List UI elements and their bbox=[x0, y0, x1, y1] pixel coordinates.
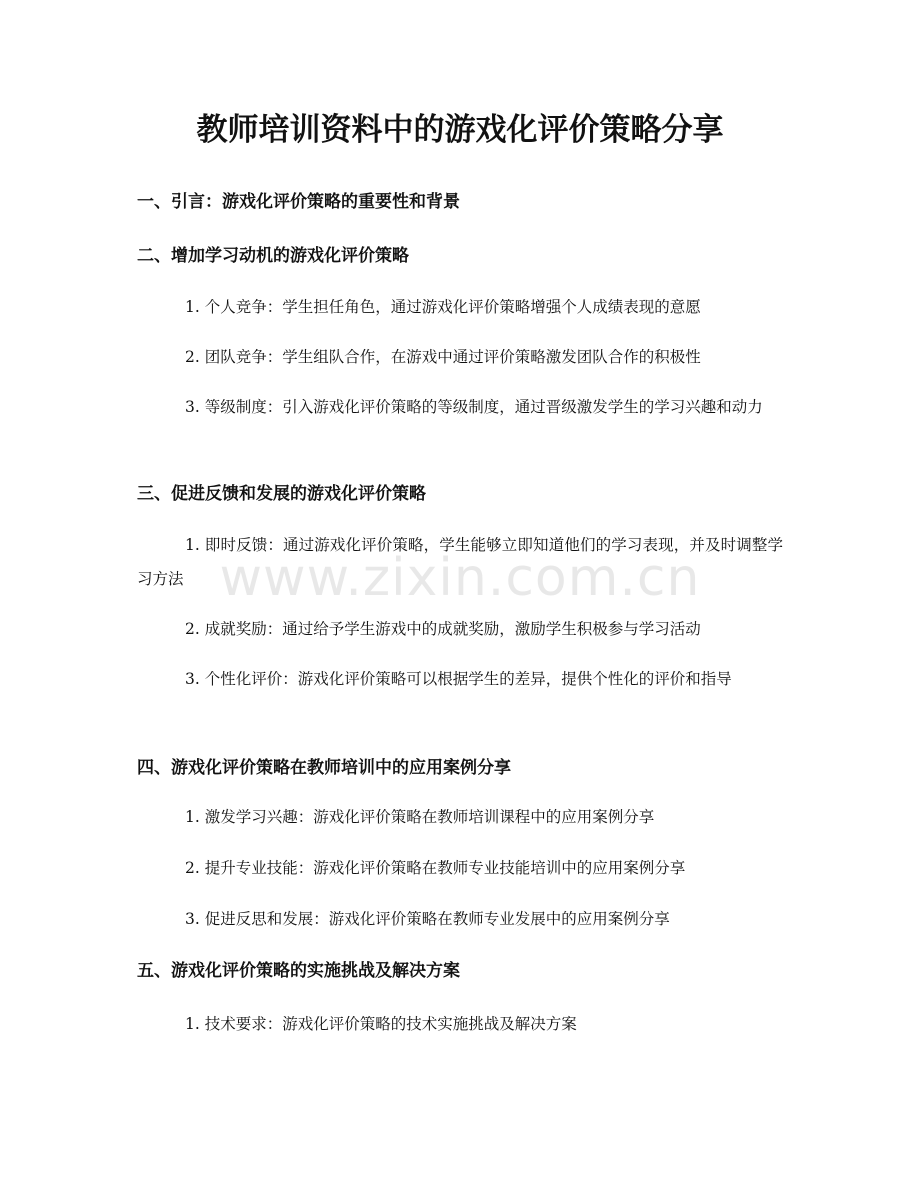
list-item: 3. 个性化评价：游戏化评价策略可以根据学生的差异，提供个性化的评价和指导 bbox=[185, 670, 732, 688]
list-item: 1. 技术要求：游戏化评价策略的技术实施挑战及解决方案 bbox=[185, 1015, 577, 1033]
list-item: 1. 个人竞争：学生担任角色，通过游戏化评价策略增强个人成绩表现的意愿 bbox=[185, 298, 701, 316]
list-item: 2. 成就奖励：通过给予学生游戏中的成就奖励，激励学生积极参与学习活动 bbox=[185, 620, 701, 638]
list-item: 2. 提升专业技能：游戏化评价策略在教师专业技能培训中的应用案例分享 bbox=[185, 859, 686, 877]
list-item: 3. 等级制度：引入游戏化评价策略的等级制度，通过晋级激发学生的学习兴趣和动力 bbox=[185, 398, 763, 416]
list-item: 1. 即时反馈：通过游戏化评价策略，学生能够立即知道他们的学习表现，并及时调整学习方法 bbox=[137, 536, 783, 588]
list-item: 2. 团队竞争：学生组队合作，在游戏中通过评价策略激发团队合作的积极性 bbox=[185, 348, 701, 366]
watermark: www.zixin.com.cn bbox=[219, 548, 701, 608]
section-heading-1: 一、引言：游戏化评价策略的重要性和背景 bbox=[137, 192, 460, 212]
section-heading-2: 二、增加学习动机的游戏化评价策略 bbox=[137, 246, 409, 266]
section-heading-5: 五、游戏化评价策略的实施挑战及解决方案 bbox=[137, 961, 460, 981]
section-heading-3: 三、促进反馈和发展的游戏化评价策略 bbox=[137, 484, 426, 504]
document-title: 教师培训资料中的游戏化评价策略分享 bbox=[196, 112, 724, 148]
list-item: 1. 激发学习兴趣：游戏化评价策略在教师培训课程中的应用案例分享 bbox=[185, 808, 655, 826]
section-heading-4: 四、游戏化评价策略在教师培训中的应用案例分享 bbox=[137, 758, 511, 778]
list-item: 3. 促进反思和发展：游戏化评价策略在教师专业发展中的应用案例分享 bbox=[185, 910, 670, 928]
